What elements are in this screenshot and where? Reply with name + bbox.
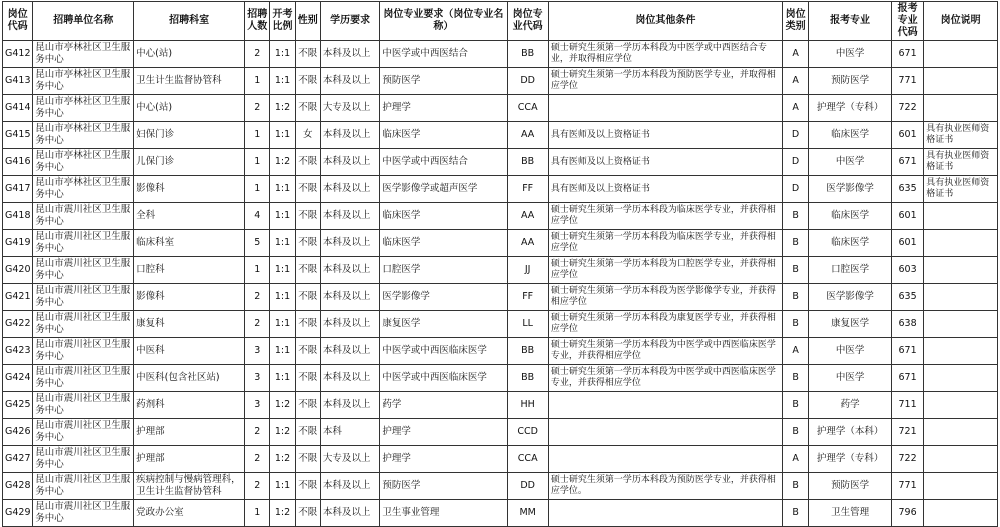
cell-employer-name: 昆山市震川社区卫生服务中心 bbox=[33, 338, 134, 365]
cell-major-requirement: 医学影像学 bbox=[380, 284, 507, 311]
cell-department: 卫生计生监督协管科 bbox=[134, 68, 245, 95]
cell-position-code: G426 bbox=[3, 419, 33, 446]
cell-position-note bbox=[924, 500, 998, 527]
cell-department: 中医科 bbox=[134, 338, 245, 365]
header-row bbox=[3, 2, 998, 41]
cell-position-category: D bbox=[782, 176, 808, 203]
cell-headcount: 3 bbox=[245, 338, 270, 365]
cell-employer-name: 昆山市震川社区卫生服务中心 bbox=[33, 257, 134, 284]
cell-department: 儿保门诊 bbox=[134, 149, 245, 176]
cell-position-note bbox=[924, 41, 998, 68]
cell-department: 中医科(包含社区站) bbox=[134, 365, 245, 392]
cell-exam-major-code: 722 bbox=[891, 446, 923, 473]
cell-exam-major-code: 601 bbox=[891, 203, 923, 230]
cell-exam-major-code: 603 bbox=[891, 257, 923, 284]
cell-position-category: A bbox=[782, 338, 808, 365]
cell-exam-major: 临床医学 bbox=[809, 230, 892, 257]
cell-employer-name: 昆山市震川社区卫生服务中心 bbox=[33, 446, 134, 473]
col-header: 招聘科室 bbox=[134, 2, 245, 41]
cell-major-code: DD bbox=[507, 473, 548, 500]
table-row bbox=[3, 473, 998, 500]
cell-position-category: B bbox=[782, 230, 808, 257]
cell-other-conditions: 硕士研究生须第一学历本科段为中医学或中西医临床医学专业，并获得相应学位 bbox=[548, 365, 782, 392]
cell-exam-major-code: 722 bbox=[891, 95, 923, 122]
cell-exam-major: 临床医学 bbox=[809, 122, 892, 149]
table-row bbox=[3, 41, 998, 68]
cell-headcount: 3 bbox=[245, 392, 270, 419]
cell-gender: 不限 bbox=[295, 365, 320, 392]
table-row bbox=[3, 365, 998, 392]
cell-education: 本科及以上 bbox=[320, 230, 380, 257]
cell-exam-major-code: 601 bbox=[891, 230, 923, 257]
cell-position-category: A bbox=[782, 41, 808, 68]
cell-major-requirement: 康复医学 bbox=[380, 311, 507, 338]
cell-employer-name: 昆山市亭林社区卫生服务中心 bbox=[33, 149, 134, 176]
table-row bbox=[3, 176, 998, 203]
cell-employer-name: 昆山市亭林社区卫生服务中心 bbox=[33, 41, 134, 68]
cell-exam-major: 中医学 bbox=[809, 338, 892, 365]
cell-position-note bbox=[924, 284, 998, 311]
cell-department: 护理部 bbox=[134, 419, 245, 446]
cell-exam-major-code: 671 bbox=[891, 365, 923, 392]
cell-major-code: BB bbox=[507, 365, 548, 392]
col-header: 岗位类别 bbox=[782, 2, 808, 41]
cell-gender: 不限 bbox=[295, 284, 320, 311]
cell-position-code: G414 bbox=[3, 95, 33, 122]
cell-department: 影像科 bbox=[134, 176, 245, 203]
cell-exam-major: 预防医学 bbox=[809, 68, 892, 95]
cell-major-requirement: 医学影像学或超声医学 bbox=[380, 176, 507, 203]
cell-department: 临床科室 bbox=[134, 230, 245, 257]
cell-gender: 不限 bbox=[295, 338, 320, 365]
cell-education: 本科及以上 bbox=[320, 257, 380, 284]
table-row bbox=[3, 338, 998, 365]
cell-department: 全科 bbox=[134, 203, 245, 230]
cell-major-requirement: 口腔医学 bbox=[380, 257, 507, 284]
cell-gender: 不限 bbox=[295, 95, 320, 122]
cell-major-code: JJ bbox=[507, 257, 548, 284]
cell-position-note bbox=[924, 257, 998, 284]
cell-other-conditions: 硕士研究生须第一学历本科段为口腔医学专业，并获得相应学位 bbox=[548, 257, 782, 284]
cell-other-conditions: 硕士研究生须第一学历本科段为医学影像学专业，并获得相应学位 bbox=[548, 284, 782, 311]
cell-employer-name: 昆山市亭林社区卫生服务中心 bbox=[33, 95, 134, 122]
col-header: 招聘单位名称 bbox=[33, 2, 134, 41]
cell-exam-ratio: 1:2 bbox=[270, 392, 295, 419]
cell-position-code: G417 bbox=[3, 176, 33, 203]
cell-gender: 女 bbox=[295, 122, 320, 149]
cell-exam-ratio: 1:1 bbox=[270, 284, 295, 311]
cell-exam-ratio: 1:1 bbox=[270, 68, 295, 95]
cell-other-conditions: 硕士研究生须第一学历本科段为康复医学专业，并获得相应学位 bbox=[548, 311, 782, 338]
cell-gender: 不限 bbox=[295, 311, 320, 338]
cell-exam-major-code: 671 bbox=[891, 41, 923, 68]
cell-major-requirement: 临床医学 bbox=[380, 230, 507, 257]
cell-major-code: AA bbox=[507, 122, 548, 149]
cell-department: 护理部 bbox=[134, 446, 245, 473]
cell-education: 本科及以上 bbox=[320, 338, 380, 365]
cell-department: 药剂科 bbox=[134, 392, 245, 419]
cell-position-category: B bbox=[782, 365, 808, 392]
cell-department: 党政办公室 bbox=[134, 500, 245, 527]
cell-exam-ratio: 1:1 bbox=[270, 365, 295, 392]
cell-position-note: 具有执业医师资格证书 bbox=[924, 149, 998, 176]
cell-department: 疾病控制与慢病管理科，卫生计生监督协管科 bbox=[134, 473, 245, 500]
cell-headcount: 1 bbox=[245, 176, 270, 203]
cell-department: 影像科 bbox=[134, 284, 245, 311]
cell-major-requirement: 药学 bbox=[380, 392, 507, 419]
cell-other-conditions: 具有医师及以上资格证书 bbox=[548, 176, 782, 203]
col-header: 报考专业 bbox=[809, 2, 892, 41]
cell-education: 本科及以上 bbox=[320, 311, 380, 338]
table-row bbox=[3, 446, 998, 473]
cell-other-conditions bbox=[548, 419, 782, 446]
cell-position-category: B bbox=[782, 500, 808, 527]
table-row bbox=[3, 149, 998, 176]
cell-major-code: CCD bbox=[507, 419, 548, 446]
cell-other-conditions bbox=[548, 446, 782, 473]
cell-gender: 不限 bbox=[295, 419, 320, 446]
cell-exam-major: 护理学（专科） bbox=[809, 446, 892, 473]
cell-exam-major-code: 635 bbox=[891, 176, 923, 203]
cell-gender: 不限 bbox=[295, 176, 320, 203]
table-row bbox=[3, 203, 998, 230]
cell-headcount: 2 bbox=[245, 95, 270, 122]
cell-exam-ratio: 1:1 bbox=[270, 311, 295, 338]
cell-department: 妇保门诊 bbox=[134, 122, 245, 149]
col-header: 性别 bbox=[295, 2, 320, 41]
cell-employer-name: 昆山市震川社区卫生服务中心 bbox=[33, 500, 134, 527]
cell-position-code: G419 bbox=[3, 230, 33, 257]
cell-exam-major: 口腔医学 bbox=[809, 257, 892, 284]
col-header: 报考专业代码 bbox=[891, 2, 923, 41]
cell-exam-ratio: 1:1 bbox=[270, 203, 295, 230]
cell-exam-major-code: 671 bbox=[891, 338, 923, 365]
cell-major-code: CCA bbox=[507, 446, 548, 473]
cell-major-code: AA bbox=[507, 203, 548, 230]
cell-major-code: FF bbox=[507, 284, 548, 311]
cell-position-note bbox=[924, 392, 998, 419]
cell-other-conditions: 硕士研究生须第一学历本科段为中医学或中西医临床医学专业，并获得相应学位 bbox=[548, 338, 782, 365]
cell-headcount: 1 bbox=[245, 149, 270, 176]
cell-other-conditions: 具有医师及以上资格证书 bbox=[548, 149, 782, 176]
table-row bbox=[3, 500, 998, 527]
cell-gender: 不限 bbox=[295, 149, 320, 176]
cell-education: 本科及以上 bbox=[320, 284, 380, 311]
cell-exam-ratio: 1:2 bbox=[270, 500, 295, 527]
cell-exam-major: 护理学（本科） bbox=[809, 419, 892, 446]
cell-employer-name: 昆山市震川社区卫生服务中心 bbox=[33, 284, 134, 311]
cell-education: 本科及以上 bbox=[320, 392, 380, 419]
col-header: 岗位说明 bbox=[924, 2, 998, 41]
cell-major-code: BB bbox=[507, 149, 548, 176]
cell-major-requirement: 临床医学 bbox=[380, 203, 507, 230]
cell-exam-major: 中医学 bbox=[809, 365, 892, 392]
cell-exam-major-code: 721 bbox=[891, 419, 923, 446]
cell-position-code: G415 bbox=[3, 122, 33, 149]
cell-major-code: FF bbox=[507, 176, 548, 203]
cell-position-code: G418 bbox=[3, 203, 33, 230]
table-row bbox=[3, 311, 998, 338]
cell-position-code: G416 bbox=[3, 149, 33, 176]
cell-gender: 不限 bbox=[295, 68, 320, 95]
cell-exam-major: 预防医学 bbox=[809, 473, 892, 500]
cell-position-note bbox=[924, 446, 998, 473]
table-row bbox=[3, 284, 998, 311]
cell-other-conditions: 硕士研究生须第一学历本科段为临床医学专业，并获得相应学位 bbox=[548, 203, 782, 230]
cell-position-category: A bbox=[782, 446, 808, 473]
cell-headcount: 2 bbox=[245, 446, 270, 473]
cell-employer-name: 昆山市亭林社区卫生服务中心 bbox=[33, 68, 134, 95]
cell-headcount: 1 bbox=[245, 68, 270, 95]
cell-position-note bbox=[924, 338, 998, 365]
cell-education: 本科及以上 bbox=[320, 473, 380, 500]
cell-department: 中心(站) bbox=[134, 95, 245, 122]
cell-position-category: D bbox=[782, 122, 808, 149]
cell-department: 中心(站) bbox=[134, 41, 245, 68]
cell-employer-name: 昆山市震川社区卫生服务中心 bbox=[33, 230, 134, 257]
cell-exam-major: 临床医学 bbox=[809, 203, 892, 230]
cell-position-note bbox=[924, 203, 998, 230]
cell-position-code: G420 bbox=[3, 257, 33, 284]
cell-exam-ratio: 1:1 bbox=[270, 176, 295, 203]
cell-headcount: 2 bbox=[245, 419, 270, 446]
cell-major-requirement: 护理学 bbox=[380, 419, 507, 446]
cell-position-code: G412 bbox=[3, 41, 33, 68]
cell-other-conditions bbox=[548, 95, 782, 122]
cell-position-category: B bbox=[782, 284, 808, 311]
cell-major-requirement: 临床医学 bbox=[380, 122, 507, 149]
cell-major-requirement: 中医学或中西医结合 bbox=[380, 149, 507, 176]
cell-exam-major-code: 796 bbox=[891, 500, 923, 527]
cell-headcount: 1 bbox=[245, 122, 270, 149]
cell-employer-name: 昆山市亭林社区卫生服务中心 bbox=[33, 176, 134, 203]
cell-employer-name: 昆山市震川社区卫生服务中心 bbox=[33, 473, 134, 500]
cell-gender: 不限 bbox=[295, 257, 320, 284]
cell-employer-name: 昆山市震川社区卫生服务中心 bbox=[33, 419, 134, 446]
cell-position-category: B bbox=[782, 203, 808, 230]
cell-exam-ratio: 1:1 bbox=[270, 41, 295, 68]
cell-headcount: 2 bbox=[245, 311, 270, 338]
cell-education: 本科 bbox=[320, 419, 380, 446]
col-header: 岗位专业要求（岗位专业名称） bbox=[380, 2, 507, 41]
cell-headcount: 1 bbox=[245, 257, 270, 284]
cell-major-requirement: 卫生事业管理 bbox=[380, 500, 507, 527]
cell-major-code: LL bbox=[507, 311, 548, 338]
col-header: 学历要求 bbox=[320, 2, 380, 41]
cell-major-code: MM bbox=[507, 500, 548, 527]
cell-position-code: G429 bbox=[3, 500, 33, 527]
cell-gender: 不限 bbox=[295, 392, 320, 419]
cell-position-category: B bbox=[782, 392, 808, 419]
table-row bbox=[3, 392, 998, 419]
cell-exam-major: 医学影像学 bbox=[809, 284, 892, 311]
col-header: 岗位专业代码 bbox=[507, 2, 548, 41]
cell-exam-major: 药学 bbox=[809, 392, 892, 419]
cell-exam-major: 医学影像学 bbox=[809, 176, 892, 203]
table-row bbox=[3, 419, 998, 446]
recruitment-table bbox=[2, 1, 998, 527]
cell-gender: 不限 bbox=[295, 41, 320, 68]
cell-major-requirement: 中医学或中西医临床医学 bbox=[380, 338, 507, 365]
cell-exam-ratio: 1:2 bbox=[270, 446, 295, 473]
cell-position-code: G424 bbox=[3, 365, 33, 392]
cell-position-note bbox=[924, 311, 998, 338]
cell-education: 大专及以上 bbox=[320, 446, 380, 473]
cell-position-note bbox=[924, 68, 998, 95]
cell-other-conditions: 具有医师及以上资格证书 bbox=[548, 122, 782, 149]
cell-major-requirement: 护理学 bbox=[380, 446, 507, 473]
cell-position-code: G413 bbox=[3, 68, 33, 95]
cell-education: 本科及以上 bbox=[320, 68, 380, 95]
cell-exam-major-code: 601 bbox=[891, 122, 923, 149]
cell-other-conditions: 硕士研究生须第一学历本科段为中医学或中西医结合专业，并取得相应学位 bbox=[548, 41, 782, 68]
cell-major-requirement: 预防医学 bbox=[380, 68, 507, 95]
cell-position-code: G423 bbox=[3, 338, 33, 365]
cell-exam-ratio: 1:2 bbox=[270, 419, 295, 446]
table-row bbox=[3, 122, 998, 149]
cell-exam-ratio: 1:1 bbox=[270, 122, 295, 149]
cell-position-note: 具有执业医师资格证书 bbox=[924, 176, 998, 203]
cell-exam-major: 康复医学 bbox=[809, 311, 892, 338]
cell-exam-major-code: 771 bbox=[891, 473, 923, 500]
col-header: 招聘人数 bbox=[245, 2, 270, 41]
cell-major-code: HH bbox=[507, 392, 548, 419]
cell-exam-major-code: 671 bbox=[891, 149, 923, 176]
cell-education: 本科及以上 bbox=[320, 176, 380, 203]
cell-position-code: G421 bbox=[3, 284, 33, 311]
cell-position-category: B bbox=[782, 257, 808, 284]
cell-exam-major-code: 771 bbox=[891, 68, 923, 95]
table-row bbox=[3, 68, 998, 95]
cell-exam-ratio: 1:1 bbox=[270, 230, 295, 257]
cell-other-conditions: 硕士研究生须第一学历本科段为临床医学专业，并获得相应学位 bbox=[548, 230, 782, 257]
cell-major-requirement: 护理学 bbox=[380, 95, 507, 122]
cell-position-code: G422 bbox=[3, 311, 33, 338]
cell-gender: 不限 bbox=[295, 473, 320, 500]
cell-exam-major: 中医学 bbox=[809, 41, 892, 68]
cell-position-note: 具有执业医师资格证书 bbox=[924, 122, 998, 149]
cell-position-code: G425 bbox=[3, 392, 33, 419]
cell-position-category: B bbox=[782, 311, 808, 338]
cell-education: 大专及以上 bbox=[320, 95, 380, 122]
cell-exam-ratio: 1:1 bbox=[270, 257, 295, 284]
cell-major-code: BB bbox=[507, 338, 548, 365]
cell-exam-ratio: 1:2 bbox=[270, 149, 295, 176]
cell-position-code: G427 bbox=[3, 446, 33, 473]
cell-position-category: B bbox=[782, 419, 808, 446]
cell-headcount: 2 bbox=[245, 41, 270, 68]
cell-gender: 不限 bbox=[295, 446, 320, 473]
cell-other-conditions bbox=[548, 392, 782, 419]
cell-department: 口腔科 bbox=[134, 257, 245, 284]
cell-position-category: B bbox=[782, 473, 808, 500]
cell-employer-name: 昆山市震川社区卫生服务中心 bbox=[33, 311, 134, 338]
cell-education: 本科及以上 bbox=[320, 365, 380, 392]
cell-education: 本科及以上 bbox=[320, 41, 380, 68]
cell-education: 本科及以上 bbox=[320, 149, 380, 176]
cell-employer-name: 昆山市震川社区卫生服务中心 bbox=[33, 203, 134, 230]
table-body bbox=[3, 41, 998, 527]
cell-position-note bbox=[924, 95, 998, 122]
cell-position-category: A bbox=[782, 95, 808, 122]
cell-education: 本科及以上 bbox=[320, 500, 380, 527]
cell-exam-major: 护理学（专科） bbox=[809, 95, 892, 122]
col-header: 开考比例 bbox=[270, 2, 295, 41]
cell-position-code: G428 bbox=[3, 473, 33, 500]
cell-other-conditions: 硕士研究生须第一学历本科段为预防医学专业，并获得相应学位。 bbox=[548, 473, 782, 500]
cell-headcount: 1 bbox=[245, 500, 270, 527]
cell-position-note bbox=[924, 230, 998, 257]
cell-major-code: AA bbox=[507, 230, 548, 257]
table-row bbox=[3, 257, 998, 284]
cell-headcount: 3 bbox=[245, 365, 270, 392]
cell-position-category: A bbox=[782, 68, 808, 95]
cell-gender: 不限 bbox=[295, 230, 320, 257]
table-row bbox=[3, 230, 998, 257]
cell-exam-major: 卫生管理 bbox=[809, 500, 892, 527]
cell-position-note bbox=[924, 473, 998, 500]
cell-position-note bbox=[924, 419, 998, 446]
cell-other-conditions bbox=[548, 500, 782, 527]
cell-major-code: CCA bbox=[507, 95, 548, 122]
cell-headcount: 2 bbox=[245, 284, 270, 311]
cell-exam-major-code: 711 bbox=[891, 392, 923, 419]
cell-department: 康复科 bbox=[134, 311, 245, 338]
cell-major-requirement: 预防医学 bbox=[380, 473, 507, 500]
cell-employer-name: 昆山市亭林社区卫生服务中心 bbox=[33, 122, 134, 149]
col-header: 岗位其他条件 bbox=[548, 2, 782, 41]
col-header: 岗位代码 bbox=[3, 2, 33, 41]
cell-employer-name: 昆山市震川社区卫生服务中心 bbox=[33, 365, 134, 392]
cell-exam-ratio: 1:1 bbox=[270, 473, 295, 500]
cell-gender: 不限 bbox=[295, 500, 320, 527]
cell-education: 本科及以上 bbox=[320, 122, 380, 149]
cell-exam-major-code: 635 bbox=[891, 284, 923, 311]
cell-exam-ratio: 1:2 bbox=[270, 95, 295, 122]
cell-major-code: DD bbox=[507, 68, 548, 95]
cell-position-note bbox=[924, 365, 998, 392]
cell-other-conditions: 硕士研究生须第一学历本科段为预防医学专业，并取得相应学位 bbox=[548, 68, 782, 95]
cell-exam-major: 中医学 bbox=[809, 149, 892, 176]
cell-education: 本科及以上 bbox=[320, 203, 380, 230]
cell-exam-major-code: 638 bbox=[891, 311, 923, 338]
cell-headcount: 2 bbox=[245, 473, 270, 500]
cell-employer-name: 昆山市震川社区卫生服务中心 bbox=[33, 392, 134, 419]
cell-major-requirement: 中医学或中西医结合 bbox=[380, 41, 507, 68]
cell-headcount: 5 bbox=[245, 230, 270, 257]
table-row bbox=[3, 95, 998, 122]
cell-position-category: D bbox=[782, 149, 808, 176]
cell-exam-ratio: 1:1 bbox=[270, 338, 295, 365]
cell-major-requirement: 中医学或中西医临床医学 bbox=[380, 365, 507, 392]
cell-major-code: BB bbox=[507, 41, 548, 68]
cell-gender: 不限 bbox=[295, 203, 320, 230]
cell-headcount: 4 bbox=[245, 203, 270, 230]
